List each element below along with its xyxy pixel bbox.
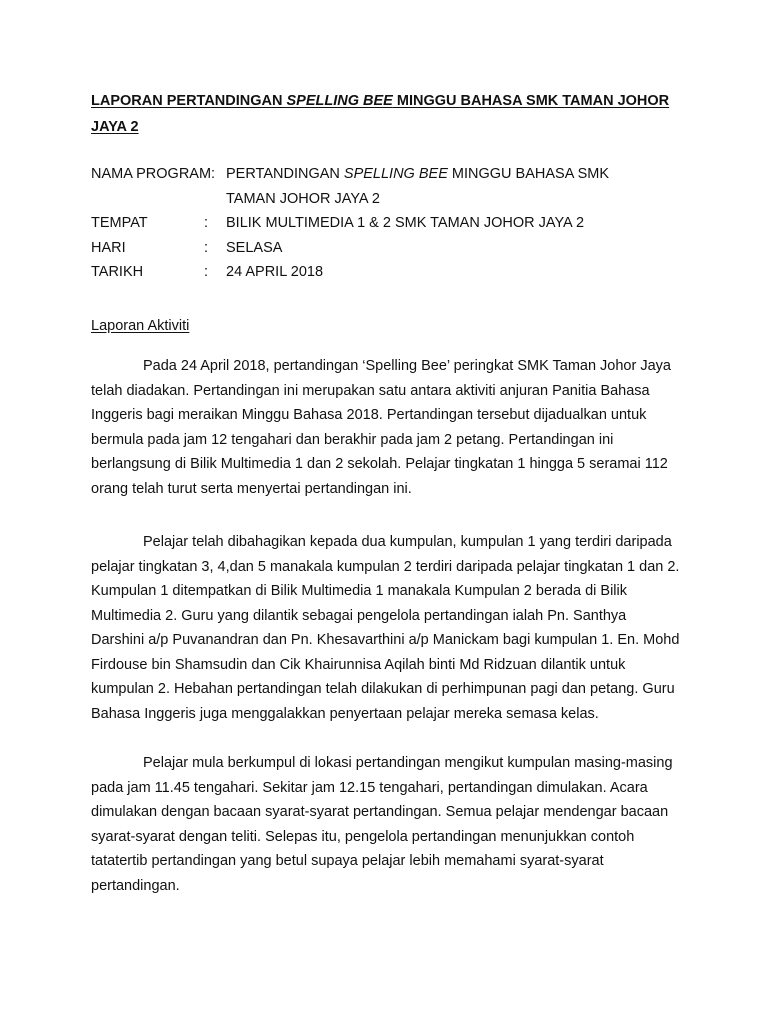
- program-value-part1: PERTANDINGAN: [226, 166, 344, 182]
- program-value-part2: MINGGU BAHASA SMK TAMAN JOHOR JAYA 2: [226, 166, 610, 207]
- program-value-italic: SPELLING BEE: [343, 166, 448, 182]
- section-heading: Laporan Aktiviti: [91, 318, 190, 334]
- program-label: NAMA PROGRAM:: [91, 166, 216, 182]
- tempat-value: BILIK MULTIMEDIA 1 & 2 SMK TAMAN JOHOR JAYA 2: [226, 215, 585, 231]
- program-value: [226, 162, 646, 211]
- paragraph-3: Pelajar mula berkumpul di lokasi pertandingan mengikut kumpulan masing-masing pada jam 11.45 tengahari. Sekitar jam 12.15 tengahari, pertandingan dimulakan. Acara dimulakan dengan bacaan syarat-syarat pertandingan. Semua pelajar mendengar bacaan syarat-syarat dengan teliti. Selepas itu, pengelola pertandingan menunjukkan contoh tatatertib pertandingan yang betul supaya pelajar lebih memahami syarat-syarat pertandingan.: [91, 755, 673, 894]
- program-row: [91, 162, 691, 211]
- program-details: [91, 162, 691, 285]
- tempat-row: [91, 211, 691, 236]
- tarikh-value: 24 APRIL 2018: [226, 264, 324, 280]
- report-title-part2: MINGGU BAHASA SMK TAMAN JOHOR JAYA 2: [91, 93, 670, 135]
- hari-value: SELASA: [226, 239, 283, 256]
- hari-row: [91, 236, 691, 261]
- tempat-label: TEMPAT: [91, 215, 148, 231]
- hari-label: HARI: [91, 239, 126, 256]
- paragraph-2: Pelajar telah dibahagikan kepada dua kumpulan, kumpulan 1 yang terdiri daripada pelajar tingkatan 3, 4,dan 5 manakala kumpulan 2 terdiri daripada pelajar tingkatan 1 dan 2. Kumpulan 1 ditempatkan di Bilik Multimedia 1 manakala Kumpulan 2 berada di Bilik Multimedia 2. Guru yang dilantik sebagai pengelola pertandingan ialah Pn. Santhya Darshini a/p Puvanandran dan Pn. Khesavarthini a/p Manickam bagi kumpulan 1. En. Mohd Firdouse bin Shamsudin dan Cik Khairunnisa Aqilah binti Md Ridzuan dilantik untuk kumpulan 2. Hebahan pertandingan telah dilakukan di perhimpunan pagi dan petang. Guru Bahasa Inggeris juga menggalakkan penyertaan pelajar mereka semasa kelas.: [91, 534, 680, 722]
- hari-colon: :: [204, 239, 209, 256]
- tempat-colon: :: [204, 215, 209, 231]
- paragraph-1: Pada 24 April 2018, pertandingan ‘Spelling Bee’ peringkat SMK Taman Johor Jaya telah diadakan. Pertandingan ini merupakan satu antara aktiviti anjuran Panitia Bahasa Inggeris bagi meraikan Minggu Bahasa 2018. Pertandingan tersebut dijadualkan untuk bermula pada jam 12 tengahari dan berakhir pada jam 2 petang. Pertandingan ini berlangsung di Bilik Multimedia 1 dan 2 sekolah. Pelajar tingkatan 1 hingga 5 seramai 112 orang telah turut serta menyertai pertandingan ini.: [91, 358, 671, 497]
- report-title: [91, 88, 681, 140]
- report-title-italic: SPELLING BEE: [286, 93, 393, 109]
- tarikh-colon: :: [204, 264, 209, 280]
- report-title-part1: LAPORAN PERTANDINGAN: [91, 93, 287, 109]
- tarikh-label: TARIKH: [91, 264, 144, 280]
- tarikh-row: [91, 260, 691, 285]
